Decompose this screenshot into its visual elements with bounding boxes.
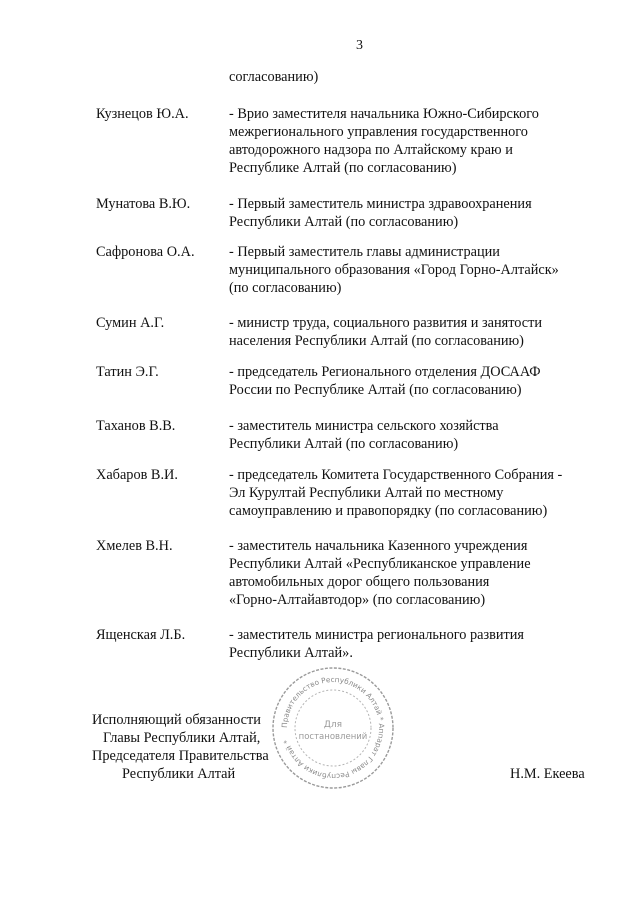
person-name: Таханов В.В.	[96, 418, 176, 434]
signer-position-line: Исполняющий обязанности	[92, 712, 261, 728]
position-line: - министр труда, социального развития и занятости	[229, 315, 543, 331]
position-line: населения Республики Алтай (по согласованию)	[229, 333, 524, 349]
position-line: - председатель Комитета Государственного Собрания -	[229, 467, 563, 483]
position-line: - председатель Регионального отделения ДОСААФ	[229, 364, 541, 380]
person-name: Хабаров В.И.	[96, 467, 178, 483]
signer-position-line: Председателя Правительства	[92, 748, 269, 764]
stamp-ring-text: Правительство Республики Алтай * Аппарат Главы Республики Алтай *	[279, 674, 387, 782]
signer-position-line: Главы Республики Алтай,	[103, 730, 261, 746]
position-line: - заместитель начальника Казенного учреждения	[229, 538, 528, 554]
person-name: Мунатова В.Ю.	[96, 196, 191, 212]
position-line: (по согласованию)	[229, 280, 342, 296]
person-name: Татин Э.Г.	[96, 364, 159, 380]
position-line: Эл Курултай Республики Алтай по местному	[229, 485, 504, 501]
person-name: Хмелев В.Н.	[96, 538, 173, 554]
person-name: Сафронова О.А.	[96, 244, 195, 260]
continuation-line: согласованию)	[229, 69, 319, 85]
position-line: автодорожного надзора по Алтайскому краю и	[229, 142, 513, 158]
position-line: самоуправлению и правопорядку (по согласованию)	[229, 503, 548, 519]
position-line: Республики Алтай (по согласованию)	[229, 436, 459, 452]
position-line: межрегионального управления государственного	[229, 124, 528, 140]
position-line: автомобильных дорог общего пользования	[229, 574, 490, 590]
position-line: России по Республике Алтай (по согласованию)	[229, 382, 522, 398]
person-name: Ященская Л.Б.	[96, 627, 186, 643]
position-line: Республики Алтай».	[229, 645, 353, 661]
official-stamp	[270, 665, 396, 791]
position-line: муниципального образования «Город Горно-Алтайск»	[229, 262, 559, 278]
position-line: - Первый заместитель главы администрации	[229, 244, 500, 260]
stamp-center-line: Для	[323, 720, 343, 730]
position-line: - Врио заместителя начальника Южно-Сибирского	[229, 106, 539, 122]
page-number: 3	[356, 38, 363, 53]
position-line: Республики Алтай (по согласованию)	[229, 214, 459, 230]
position-line: «Горно-Алтайавтодор» (по согласованию)	[229, 592, 486, 608]
position-line: - Первый заместитель министра здравоохранения	[229, 196, 532, 212]
signer-position-line: Республики Алтай	[122, 766, 236, 782]
position-line: - заместитель министра регионального развития	[229, 627, 524, 643]
position-line: Республики Алтай «Республиканское управление	[229, 556, 531, 572]
position-line: Республике Алтай (по согласованию)	[229, 160, 457, 176]
position-line: - заместитель министра сельского хозяйства	[229, 418, 499, 434]
stamp-center-line: постановлений	[298, 732, 368, 742]
person-name: Сумин А.Г.	[96, 315, 165, 331]
signer-name: Н.М. Екеева	[510, 766, 585, 782]
person-name: Кузнецов Ю.А.	[96, 106, 189, 122]
